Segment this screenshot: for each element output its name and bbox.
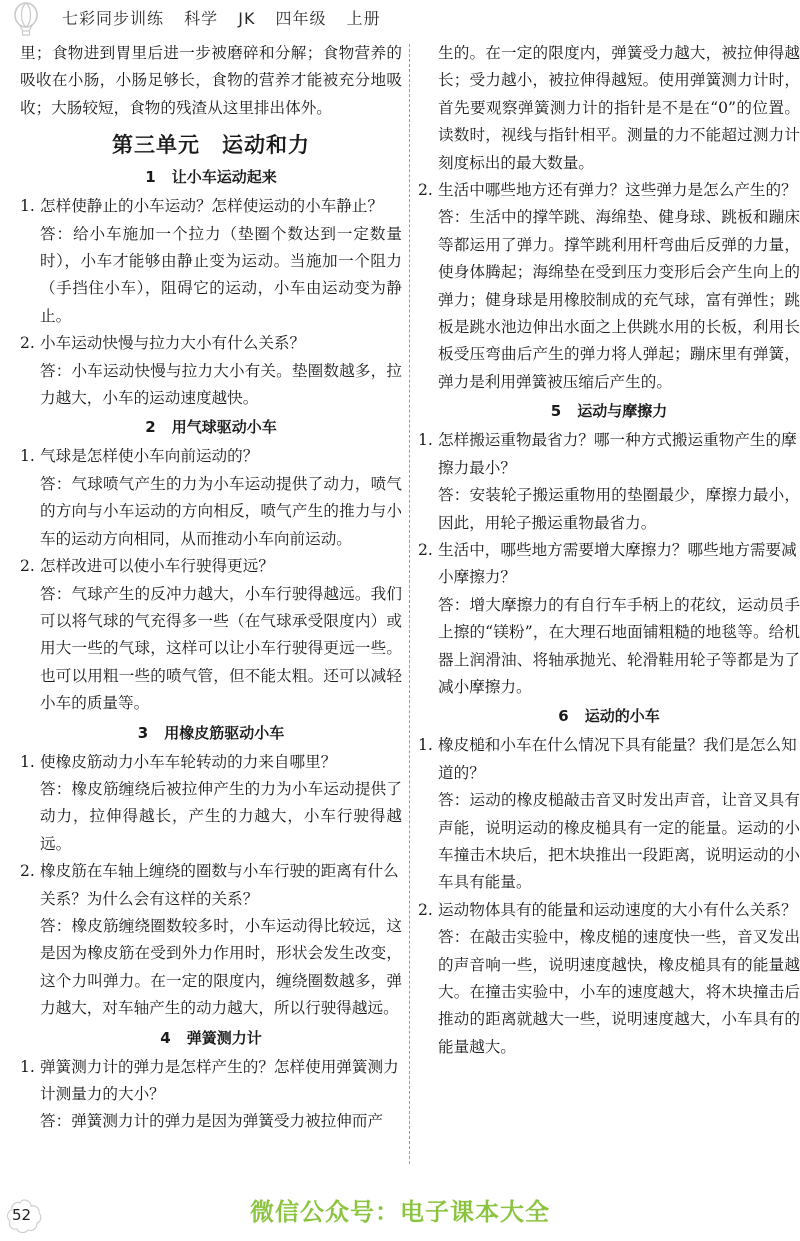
lesson-number: 3 (137, 723, 149, 742)
header-grade: 四年级 (275, 9, 327, 28)
answer-text: 答：运动的橡皮槌敲击音叉时发出声音，让音叉具有声能，说明运动的橡皮槌具有一定的能量。运动的小车撞击木块后，把木块推出一段距离，说明运动的小车具有能量。 (438, 791, 800, 892)
lesson-number: 5 (550, 402, 562, 421)
question-number: 1. (418, 736, 433, 755)
question (418, 732, 800, 787)
lesson-number: 6 (558, 707, 569, 726)
watermark-text: 微信公众号：电子课本大全 (250, 1198, 550, 1226)
header-subject: 科学 (184, 9, 219, 28)
answer-text: 答：安装轮子搬运重物用的垫圈最少，摩擦力最小，因此，用轮子搬运重物最省力。 (438, 486, 800, 532)
question-number: 1. (20, 752, 35, 771)
column-divider (409, 44, 410, 1164)
question-text: 生活中哪些地方还有弹力？这些弹力是怎么产生的？ (438, 181, 797, 200)
question-text: 使橡皮筋动力小车车轮转动的力来自哪里？ (40, 752, 337, 771)
question (418, 427, 800, 482)
hot-air-balloon-icon (8, 2, 44, 36)
header-edition: JK (238, 9, 256, 28)
intro-paragraph: 里；食物进到胃里后进一步被磨碎和分解；食物营养的吸收在小肠，小肠足够长，食物的营养才能被充分地吸收；大肠较短，食物的残渣从这里排出体外。 (20, 44, 402, 117)
lesson-heading-3 (20, 720, 402, 747)
question-number: 2. (418, 540, 433, 559)
left-column (20, 40, 402, 1136)
lesson-number: 4 (160, 1028, 171, 1047)
answer-text: 答：弹簧测力计的弹力是因为弹簧受力被拉伸而产 (40, 1112, 384, 1131)
question (20, 330, 402, 357)
lesson-title: 用气球驱动小车 (171, 418, 277, 437)
question (20, 553, 402, 580)
lesson-title: 用橡皮筋驱动小车 (164, 723, 285, 742)
header-volume: 上册 (346, 9, 381, 28)
answer-text: 答：橡皮筋缠绕圈数较多时，小车运动得比较远，这是因为橡皮筋在受到外力作用时，形状会发生改变，这个力叫弹力。在一定的限度内，缠绕圈数越多，弹力越大，对车轴产生的动力越大，所以行驶得越远。 (40, 916, 402, 1018)
lesson-title: 让小车运动起来 (171, 168, 277, 187)
question-text: 运动物体具有的能量和运动速度的大小有什么关系？ (438, 900, 797, 919)
question (20, 858, 402, 913)
question-number: 1. (20, 1057, 35, 1076)
question-number: 2. (20, 557, 35, 576)
lesson-title: 弹簧测力计 (186, 1028, 262, 1047)
lesson-heading-1 (20, 164, 402, 191)
lesson-heading-2 (20, 414, 402, 441)
question-number: 1. (20, 447, 35, 466)
lesson-title: 运动的小车 (584, 707, 660, 726)
page-header (0, 0, 800, 36)
question-text: 橡皮筋在车轴上缠绕的圈数与小车行驶的距离有什么关系？为什么会有这样的关系？ (40, 862, 399, 908)
question (418, 897, 800, 924)
question-text: 怎样搬运重物最省力？哪一种方式搬运重物产生的摩擦力最小？ (438, 431, 797, 477)
answer-text: 答：小车运动快慢与拉力大小有关。垫圈数越多，拉力越大，小车的运动速度越快。 (40, 361, 402, 408)
lesson-number: 2 (145, 418, 156, 437)
answer-text: 答：气球产生的反冲力越大，小车行驶得越远。我们可以将气球的气充得多一些（在气球承受限度内）或用大一些的气球，这样可以让小车行驶得更远一些。也可以用粗一些的喷气管，但不能太粗。还可以减轻小车的质量等。 (40, 584, 402, 713)
question-number: 1. (20, 197, 35, 216)
question (20, 443, 402, 470)
question (20, 1054, 402, 1109)
unit-title: 第三单元 运动和力 (112, 133, 310, 158)
lesson-number: 1 (145, 168, 156, 187)
lesson-heading-5 (418, 398, 800, 425)
question (418, 537, 800, 592)
answer-text: 答：橡皮筋缠绕后被拉伸产生的力为小车运动提供了动力，拉伸得越长，产生的力越大，小车行驶得越远。 (40, 779, 402, 853)
lesson-heading-6 (418, 703, 800, 730)
question-text: 气球是怎样使小车向前运动的？ (40, 447, 259, 466)
question-number: 2. (20, 334, 35, 353)
question-text: 橡皮槌和小车在什么情况下具有能量？我们是怎么知道的？ (438, 736, 797, 782)
question-text: 怎样改进可以使小车行驶得更远？ (40, 557, 274, 576)
question-number: 2. (20, 862, 35, 881)
answer-text: 答：在敲击实验中，橡皮槌的速度快一些，音叉发出的声音响一些，说明速度越快，橡皮槌具有的能量越大。在撞击实验中，小车的速度越大，将木块撞击后推动的距离就越大一些，说明速度越大，小车具有的能量越大。 (438, 928, 800, 1056)
question-number: 1. (418, 431, 433, 450)
header-series: 七彩同步训练 (62, 9, 165, 28)
question (20, 749, 402, 776)
header-title (62, 6, 395, 29)
question-text: 生活中，哪些地方需要增大摩擦力？哪些地方需要减小摩擦力？ (438, 540, 797, 587)
question-text: 怎样使静止的小车运动？怎样使运动的小车静止？ (40, 197, 384, 216)
question-number: 2. (418, 900, 433, 919)
page-number: 52 (12, 1206, 32, 1224)
question (418, 177, 800, 204)
answer-text: 答：生活中的撑竿跳、海绵垫、健身球、跳板和蹦床等都运用了弹力。撑竿跳利用杆弯曲后反弹的力量，使身体腾起；海绵垫在受到压力变形后会产生向上的弹力；健身球是用橡胶制成的充气球，富有弹性；跳板是跳水池边伸出水面之上供跳水用的长板，利用长板受压弯曲后产生的弹力将人弹起；蹦床里有弹簧，弹力是利用弹簧被压缩后产生的。 (438, 208, 800, 391)
question-text: 小车运动快慢与拉力大小有什么关系？ (40, 334, 306, 353)
question (20, 193, 402, 220)
right-column (418, 40, 800, 1061)
answer-text: 答：气球喷气产生的力为小车运动提供了动力，喷气的方向与小车运动的方向相反，喷气产生的推力与小车的运动方向相同，从而推动小车向前运动。 (40, 474, 402, 548)
question-text: 弹簧测力计的弹力是怎样产生的？怎样使用弹簧测力计测量力的大小？ (40, 1057, 399, 1103)
lesson-title: 运动与摩擦力 (577, 402, 668, 421)
answer-text: 答：增大摩擦力的有自行车手柄上的花纹，运动员手上擦的“镁粉”，在大理石地面铺粗糙的地毯等。给机器上润滑油、将轴承抛光、轮滑鞋用轮子等都是为了减小摩擦力。 (438, 595, 800, 696)
lesson-heading-4 (20, 1025, 402, 1052)
answer-text: 答：给小车施加一个拉力（垫圈个数达到一定数量时），小车才能够由静止变为运动。当施加一个阻力（手挡住小车），阻碍它的运动，小车由运动变为静止。 (40, 224, 402, 325)
question-number: 2. (418, 181, 433, 200)
answer-continued-text: 生的。在一定的限度内，弹簧受力越大，被拉伸得越长；受力越小，被拉伸得越短。使用弹簧测力计时，首先要观察弹簧测力计的指针是不是在“0”的位置。读数时，视线与指针相平。测量的力不能超过测力计刻度标出的最大数量。 (438, 44, 800, 172)
